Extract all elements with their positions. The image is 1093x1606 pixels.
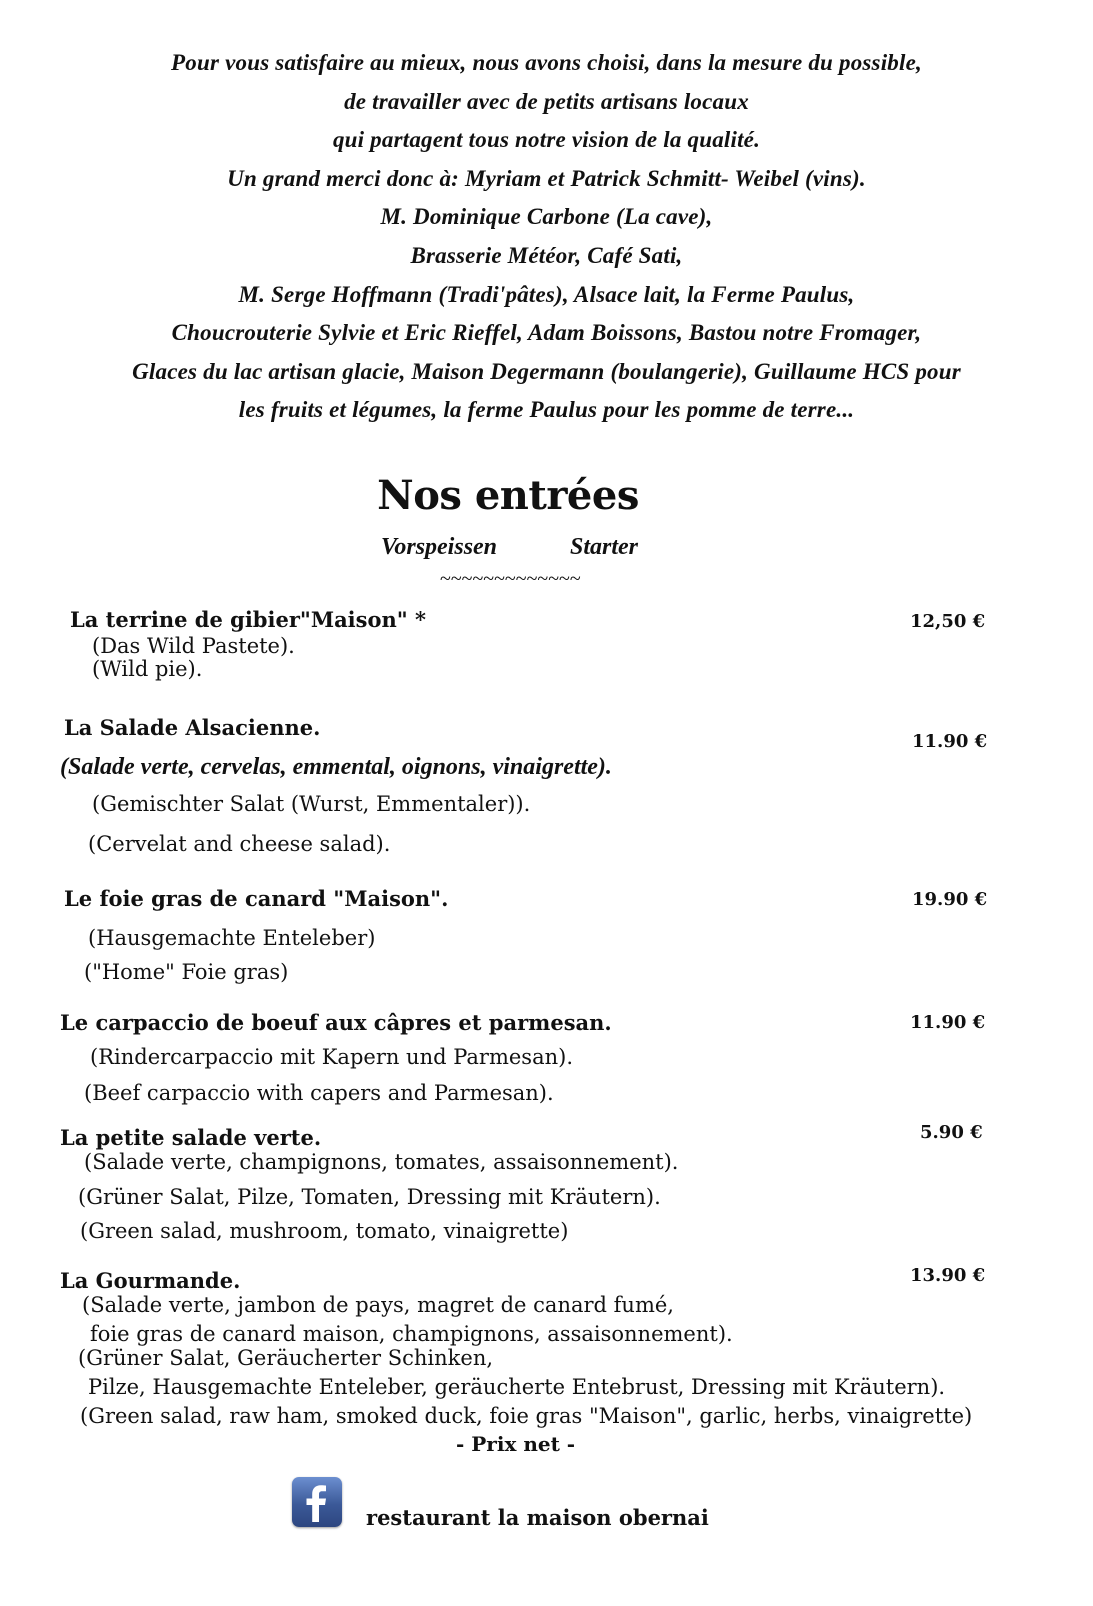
menu-item-description: (Hausgemachte Enteleber) (88, 926, 376, 950)
facebook-icon[interactable] (292, 1477, 342, 1527)
menu-item-description: (Gemischter Salat (Wurst, Emmentaler)). (92, 792, 531, 816)
intro-line: M. Serge Hoffmann (Tradi'pâtes), Alsace lait, la Ferme Paulus, (238, 281, 855, 307)
intro-text (0, 44, 1093, 430)
menu-item-name: La petite salade verte. (60, 1125, 322, 1150)
intro-line: de travailler avec de petits artisans locaux (344, 88, 749, 114)
menu-item-name: La terrine de gibier"Maison" * (70, 607, 426, 632)
intro-line: Choucrouterie Sylvie et Eric Rieffel, Adam Boissons, Bastou notre Fromager, (171, 320, 922, 346)
menu-item-description: (Grüner Salat, Geräucherter Schinken, (78, 1346, 494, 1370)
section-title: Nos entrées (377, 472, 639, 519)
intro-line: Pour vous satisfaire au mieux, nous avons choisi, dans la mesure du possible, (171, 50, 922, 75)
menu-item-description: (Wild pie). (92, 657, 203, 681)
intro-line: Un grand merci donc à: Myriam et Patrick Schmitt- Weibel (vins). (227, 165, 866, 191)
menu-item-description: foie gras de canard maison, champignons, assaisonnement). (90, 1322, 733, 1346)
section-divider: ~~~~~~~~~~~~~ (440, 568, 581, 590)
net-price-note: - Prix net - (456, 1432, 576, 1456)
intro-line: qui partagent tous notre vision de la qualité. (332, 127, 761, 153)
intro-line: M. Dominique Carbone (La cave), (380, 204, 713, 230)
menu-item-description: (Rindercarpaccio mit Kapern und Parmesan). (90, 1045, 573, 1069)
section-subtitle-de: Vorspeissen (381, 534, 498, 560)
menu-item-price: 19.90 € (912, 889, 988, 910)
menu-item-description: (Green salad, mushroom, tomato, vinaigrette) (80, 1219, 569, 1243)
menu-item-description: (Salade verte, champignons, tomates, assaisonnement). (84, 1150, 679, 1174)
menu-item-name: La Salade Alsacienne. (64, 715, 321, 740)
section-subtitle-en: Starter (570, 534, 639, 560)
menu-item-description: (Green salad, raw ham, smoked duck, foie gras "Maison", garlic, herbs, vinaigrette) (80, 1404, 973, 1428)
menu-item-name: Le carpaccio de boeuf aux câpres et parmesan. (60, 1010, 612, 1035)
menu-item-price: 13.90 € (910, 1265, 986, 1286)
intro-line: Glaces du lac artisan glacie, Maison Degermann (boulangerie), Guillaume HCS pour (132, 358, 961, 384)
menu-item-description: (Beef carpaccio with capers and Parmesan). (84, 1081, 554, 1105)
menu-item-description: ("Home" Foie gras) (84, 960, 289, 984)
restaurant-name: restaurant la maison obernai (366, 1505, 709, 1530)
menu-item-price: 5.90 € (920, 1122, 983, 1143)
menu-item-price: 11.90 € (910, 1012, 986, 1033)
menu-item-description: Pilze, Hausgemachte Enteleber, geräucherte Entebrust, Dressing mit Kräutern). (88, 1375, 946, 1399)
menu-item-price: 11.90 € (912, 731, 988, 752)
menu-item-description: (Grüner Salat, Pilze, Tomaten, Dressing mit Kräutern). (78, 1185, 661, 1209)
menu-item-name: La Gourmande. (60, 1268, 241, 1293)
menu-item-description: (Salade verte, jambon de pays, magret de canard fumé, (82, 1293, 674, 1317)
menu-item-description: (Salade verte, cervelas, emmental, oignons, vinaigrette). (60, 754, 612, 780)
intro-line: les fruits et légumes, la ferme Paulus pour les pomme de terre... (238, 397, 855, 423)
menu-item-description: (Cervelat and cheese salad). (88, 832, 391, 856)
menu-item-name: Le foie gras de canard "Maison". (64, 886, 449, 911)
intro-line: Brasserie Météor, Café Sati, (410, 242, 683, 268)
menu-item-description: (Das Wild Pastete). (92, 634, 295, 658)
menu-item-price: 12,50 € (910, 611, 986, 632)
